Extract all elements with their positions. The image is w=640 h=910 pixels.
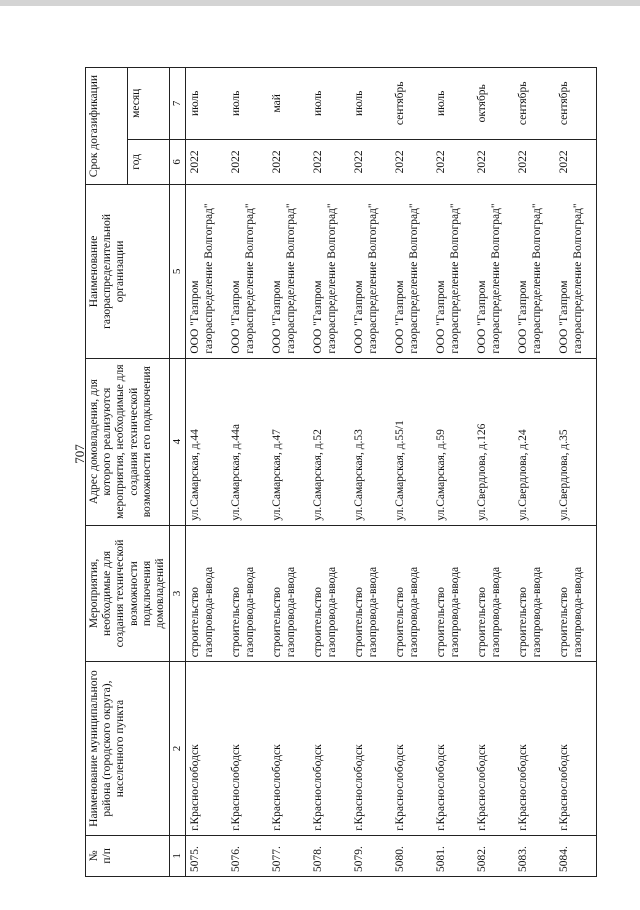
measure-text: строительство газопровода-ввода — [432, 525, 473, 662]
deadline-month: июль — [309, 68, 350, 140]
deadline-month: июль — [432, 68, 473, 140]
gas-org-name: ООО "Газпром газораспределение Волгоград" — [350, 185, 391, 359]
table-row — [391, 68, 432, 877]
settlement-name: г.Краснослободск — [227, 662, 268, 836]
table-row — [473, 68, 514, 877]
row-number: 5075. — [185, 835, 227, 876]
deadline-year: 2022 — [268, 139, 309, 185]
settlement-name: г.Краснослободск — [185, 662, 227, 836]
row-number: 5083. — [514, 835, 555, 876]
table-row — [227, 68, 268, 877]
measure-text: строительство газопровода-ввода — [350, 525, 391, 662]
column-number: 7 — [170, 68, 186, 140]
deadline-month: октябрь — [473, 68, 514, 140]
measure-text: строительство газопровода-ввода — [514, 525, 555, 662]
row-number: 5079. — [350, 835, 391, 876]
row-number: 5078. — [309, 835, 350, 876]
settlement-name: г.Краснослободск — [432, 662, 473, 836]
household-address: ул.Самарская, д.52 — [309, 358, 350, 525]
household-address: ул.Самарская, д.53 — [350, 358, 391, 525]
household-address: ул.Свердлова, д.24 — [514, 358, 555, 525]
household-address: ул.Свердлова, д.126 — [473, 358, 514, 525]
household-address: ул.Самарская, д.44 — [185, 358, 227, 525]
gas-org-name: ООО "Газпром газораспределение Волгоград" — [227, 185, 268, 359]
gas-org-name: ООО "Газпром газораспределение Волгоград" — [555, 185, 597, 359]
header-org: Наименование газораспределительной организации — [86, 185, 170, 359]
gas-org-name: ООО "Газпром газораспределение Волгоград" — [185, 185, 227, 359]
header-year: год — [128, 139, 170, 185]
table-row — [309, 68, 350, 877]
measure-text: строительство газопровода-ввода — [473, 525, 514, 662]
deadline-month: сентябрь — [514, 68, 555, 140]
column-number: 5 — [170, 185, 186, 359]
column-number: 3 — [170, 525, 186, 662]
gas-org-name: ООО "Газпром газораспределение Волгоград" — [268, 185, 309, 359]
settlement-name: г.Краснослободск — [391, 662, 432, 836]
header-measures: Мероприятия, необходимые для создания технической возможности подключения домовладений — [86, 525, 170, 662]
deadline-month: сентябрь — [555, 68, 597, 140]
household-address: ул.Самарская, д.47 — [268, 358, 309, 525]
settlement-name: г.Краснослободск — [473, 662, 514, 836]
column-number: 2 — [170, 662, 186, 836]
row-number: 5081. — [432, 835, 473, 876]
row-number: 5077. — [268, 835, 309, 876]
row-number: 5084. — [555, 835, 597, 876]
table-row — [555, 68, 597, 877]
measure-text: строительство газопровода-ввода — [268, 525, 309, 662]
deadline-year: 2022 — [514, 139, 555, 185]
column-number: 6 — [170, 139, 186, 185]
deadline-month: июль — [185, 68, 227, 140]
settlement-name: г.Краснослободск — [514, 662, 555, 836]
page-number: 707 — [72, 444, 87, 464]
table-row — [432, 68, 473, 877]
header-month: месяц — [128, 68, 170, 140]
deadline-year: 2022 — [555, 139, 597, 185]
settlement-name: г.Краснослободск — [309, 662, 350, 836]
deadline-year: 2022 — [350, 139, 391, 185]
settlement-name: г.Краснослободск — [555, 662, 597, 836]
gas-org-name: ООО "Газпром газораспределение Волгоград" — [473, 185, 514, 359]
column-number: 4 — [170, 358, 186, 525]
column-number: 1 — [170, 835, 186, 876]
measure-text: строительство газопровода-ввода — [309, 525, 350, 662]
deadline-month: май — [268, 68, 309, 140]
scan-top-border — [0, 0, 640, 6]
gas-org-name: ООО "Газпром газораспределение Волгоград" — [309, 185, 350, 359]
household-address: ул.Самарская, д.55/1 — [391, 358, 432, 525]
measure-text: строительство газопровода-ввода — [185, 525, 227, 662]
header-district: Наименование муниципального района (городского округа), населенного пункта — [86, 662, 170, 836]
header-num: № п/п — [86, 835, 170, 876]
gasification-table — [85, 67, 597, 877]
table-row — [185, 68, 227, 877]
gas-org-name: ООО "Газпром газораспределение Волгоград" — [391, 185, 432, 359]
deadline-year: 2022 — [185, 139, 227, 185]
household-address: ул.Самарская, д.59 — [432, 358, 473, 525]
table-row — [514, 68, 555, 877]
row-number: 5076. — [227, 835, 268, 876]
settlement-name: г.Краснослободск — [268, 662, 309, 836]
table-body — [185, 68, 596, 877]
row-number: 5080. — [391, 835, 432, 876]
gas-org-name: ООО "Газпром газораспределение Волгоград" — [432, 185, 473, 359]
household-address: ул.Свердлова, д.35 — [555, 358, 597, 525]
measure-text: строительство газопровода-ввода — [227, 525, 268, 662]
header-deadline: Срок догазификации — [86, 68, 128, 185]
deadline-year: 2022 — [473, 139, 514, 185]
table-row — [350, 68, 391, 877]
deadline-month: сентябрь — [391, 68, 432, 140]
deadline-year: 2022 — [432, 139, 473, 185]
table-row — [268, 68, 309, 877]
row-number: 5082. — [473, 835, 514, 876]
gas-org-name: ООО "Газпром газораспределение Волгоград" — [514, 185, 555, 359]
deadline-month: июль — [227, 68, 268, 140]
measure-text: строительство газопровода-ввода — [555, 525, 597, 662]
household-address: ул.Самарская, д.44а — [227, 358, 268, 525]
deadline-month: июль — [350, 68, 391, 140]
deadline-year: 2022 — [227, 139, 268, 185]
settlement-name: г.Краснослободск — [350, 662, 391, 836]
deadline-year: 2022 — [309, 139, 350, 185]
rotated-table-container — [85, 67, 585, 877]
header-address: Адрес домовладения, для которого реализуются мероприятия, необходимые для создания технической возможности его подключения — [86, 358, 170, 525]
deadline-year: 2022 — [391, 139, 432, 185]
measure-text: строительство газопровода-ввода — [391, 525, 432, 662]
